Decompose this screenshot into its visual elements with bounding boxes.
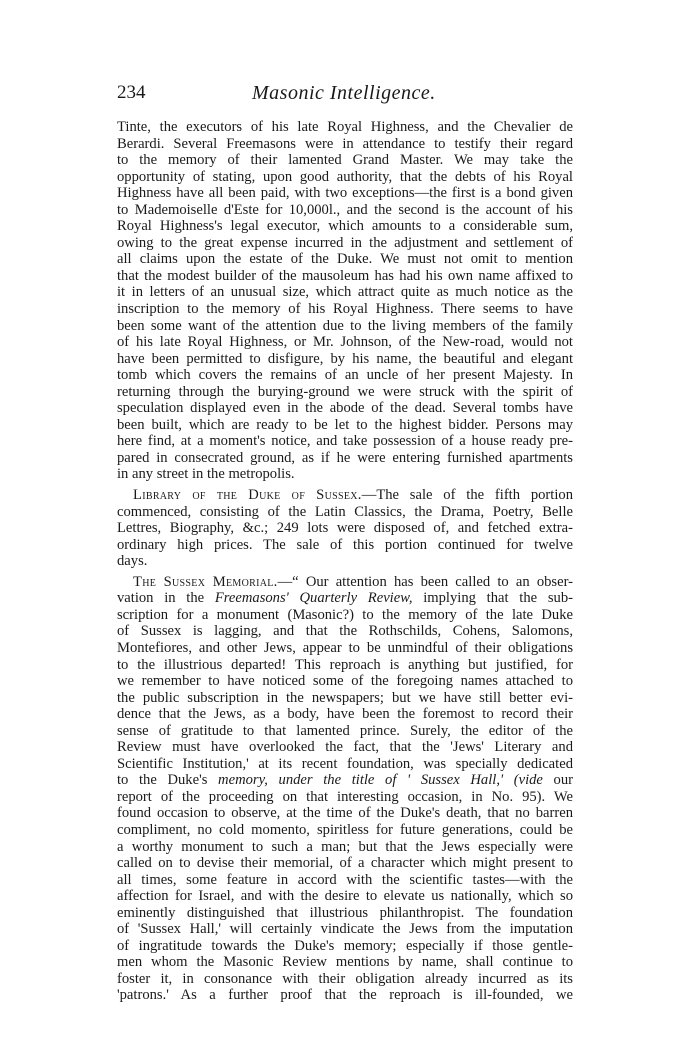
text-line: to the Duke's memory, under the title of ' Sussex Hall,' (vide our (117, 772, 573, 789)
text-line: to the memory of their lamented Grand Master. We may take the (117, 152, 573, 169)
text-line: that the modest builder of the mausoleum has had his own name affixed to (117, 267, 573, 284)
text-line: pared in consecrated ground, as if he were entering furnished apartments (117, 449, 573, 466)
text-line: opportunity of stating, upon good authority, that the debts of his Royal (117, 168, 573, 185)
page-header (117, 82, 572, 106)
text-line: Berardi. Several Freemasons were in attendance to testify their regard (117, 135, 573, 152)
text-line: scription for a monument (Masonic?) to the memory of the late Duke (117, 606, 573, 623)
text-line: called on to devise their memorial, of a character which might present to (117, 855, 573, 872)
text-line: Tinte, the executors of his late Royal Highness, and the Chevalier de (117, 119, 573, 135)
text-line: ordinary high prices. The sale of this portion continued for twelve (117, 536, 573, 553)
running-title: Masonic Intelligence. (252, 82, 436, 104)
text-line: Montefiores, and other Jews, appear to be unmindful of their obligations (117, 639, 573, 656)
text-line: commenced, consisting of the Latin Classics, the Drama, Poetry, Belle (117, 503, 573, 520)
paragraph-library (117, 487, 573, 570)
text-line: eminently distinguished that illustrious philanthropist. The foundation (117, 904, 573, 921)
text-line: found occasion to observe, at the time of the Duke's death, that no barren (117, 805, 573, 822)
text-line: 'patrons.' As a further proof that the reproach is ill-founded, we (117, 987, 573, 1004)
text-line: it in letters of an unusual size, which attract quite as much notice as the (117, 284, 573, 301)
text-line: of Sussex is lagging, and that the Rothschilds, Cohens, Salomons, (117, 623, 573, 640)
text-line: Lettres, Biography, &c.; 249 lots were disposed of, and fetched extra- (117, 520, 573, 537)
text-line: report of the proceeding on that interesting occasion, in No. 95). We (117, 788, 573, 805)
text-line: to the illustrious departed! This reproach is anything but justified, for (117, 656, 573, 673)
text-line: have been permitted to disfigure, by his name, the beautiful and elegant (117, 350, 573, 367)
text-line: a worthy monument to such a man; but that the Jews especially were (117, 838, 573, 855)
text-line: foster it, in consonance with their obligation already incurred as its (117, 970, 573, 987)
text-line: compliment, no cold momento, spiritless for future generations, could be (117, 821, 573, 838)
paragraph-mausoleum (117, 119, 573, 483)
text-line: affection for Israel, and with the desire to elevate us nationally, which so (117, 888, 573, 905)
text-line: been built, which are ready to be let to the highest bidder. Persons may (117, 416, 573, 433)
text-line: all claims upon the estate of the Duke. We must not omit to mention (117, 251, 573, 268)
page-number: 234 (117, 82, 146, 103)
text-line: of 'Sussex Hall,' will certainly vindicate the Jews from the imputation (117, 921, 573, 938)
text-line: dence that the Jews, as a body, have been the foremost to record their (117, 706, 573, 723)
text-line: returning through the burying-ground we were struck with the spirit of (117, 383, 573, 400)
text-line: of ingratitude towards the Duke's memory; especially if those gentle- (117, 937, 573, 954)
text-line: men whom the Masonic Review mentions by name, shall continue to (117, 954, 573, 971)
text-line: of his late Royal Highness, or Mr. Johnson, of the New-road, would not (117, 334, 573, 351)
paragraph-sussex-memorial (117, 574, 573, 1004)
text-line: been some want of the attention due to the living members of the family (117, 317, 573, 334)
section-heading: The Sussex Memorial. (133, 573, 278, 590)
section-heading: Library of the Duke of Sussex. (133, 487, 362, 504)
text-line: inscription to the memory of his Royal Highness. There seems to have (117, 301, 573, 318)
text-line: the public subscription in the newspapers; but we have still better evi- (117, 689, 573, 706)
text-line: we remember to have noticed some of the foregoing names attached to (117, 673, 573, 690)
text-line: to Mademoiselle d'Este for 10,000l., and the second is the account of his (117, 201, 573, 218)
text-line: vation in the Freemasons' Quarterly Review, implying that the sub- (117, 590, 573, 607)
text-line: Royal Highness's legal executor, which amounts to a considerable sum, (117, 218, 573, 235)
text-line: Highness have all been paid, with two exceptions—the first is a bond given (117, 185, 573, 202)
text-line: all times, some feature in accord with the scientific tastes—with the (117, 871, 573, 888)
text-line: Library of the Duke of Sussex.—The sale of the fifth portion (133, 487, 573, 504)
body-text (117, 119, 573, 1004)
text-line: speculation displayed even in the abode of the dead. Several tombs have (117, 400, 573, 417)
text-line: owing to the great expense incurred in the adjustment and settlement of (117, 234, 573, 251)
text-line: sense of gratitude to that lamented prince. Surely, the editor of the (117, 722, 573, 739)
text-line: in any street in the metropolis. (117, 466, 295, 483)
text-line: tomb which covers the remains of an uncle of her present Majesty. In (117, 367, 573, 384)
text-line: The Sussex Memorial.—“ Our attention has been called to an obser- (133, 573, 573, 590)
text-line: days. (117, 553, 148, 570)
text-line: Review must have overlooked the fact, that the 'Jews' Literary and (117, 739, 573, 756)
text-line: Scientific Institution,' at its recent foundation, was specially dedicated (117, 755, 573, 772)
text-line: here find, at a moment's notice, and take possession of a house ready pre- (117, 433, 573, 450)
